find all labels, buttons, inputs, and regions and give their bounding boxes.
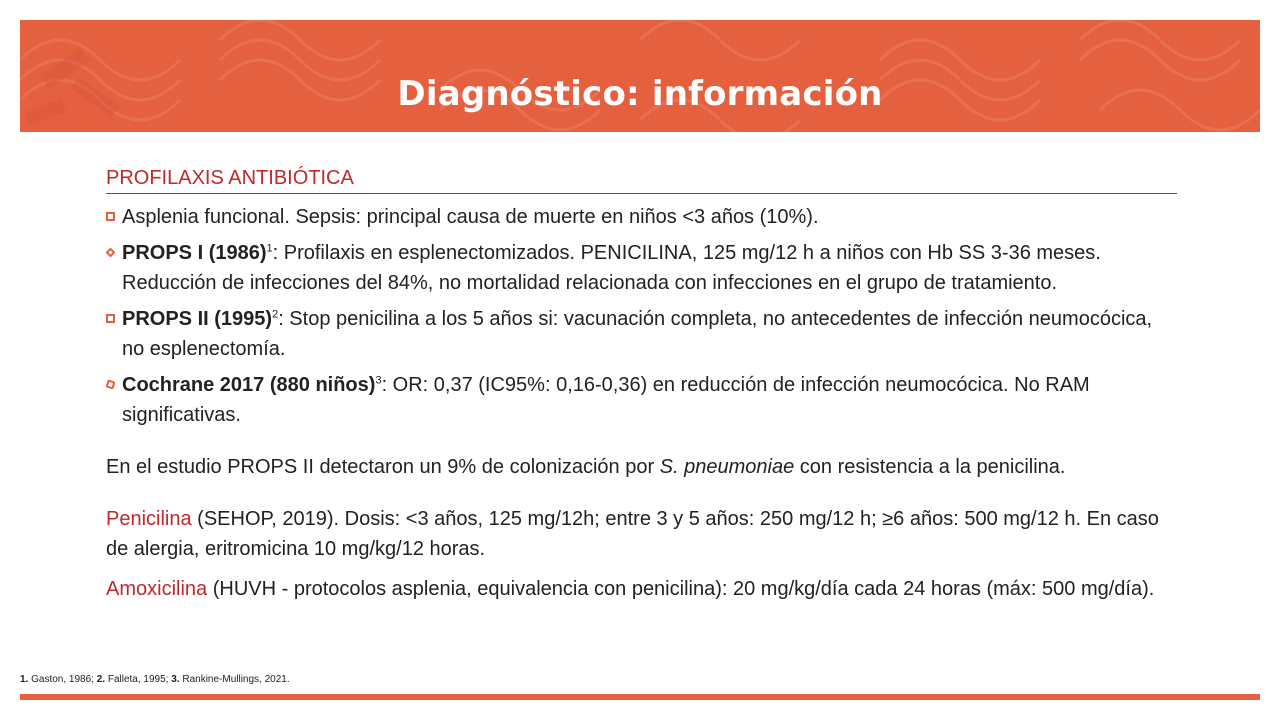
props-ii-note <box>106 452 1177 482</box>
reference-text: Gaston, 1986; <box>28 674 97 685</box>
bullet-text: : Stop penicilina a los 5 años si: vacunación completa, no antecedentes de infección neumocócica, no esplenectomía. <box>122 308 1153 360</box>
bullet-text: : Profilaxis en esplenectomizados. PENICILINA, 125 mg/12 h a niños con Hb SS 3-36 meses. Reducción de infecciones del 84%, no mortalidad relacionada con infecciones en el grupo de tratamiento. <box>122 242 1101 294</box>
note-text: En el estudio PROPS II detectaron un 9% de colonización por <box>106 456 660 478</box>
penicilina-paragraph <box>106 504 1177 564</box>
references <box>20 674 290 685</box>
bullet-list <box>106 202 1177 430</box>
bullet-props-ii <box>106 304 1177 364</box>
slide-content <box>106 163 1177 604</box>
bullet-cochrane <box>106 370 1177 430</box>
diamond-bullet-icon <box>106 248 115 257</box>
bullet-bold: PROPS II (1995) <box>122 308 273 330</box>
reference-number: 2. <box>96 674 106 685</box>
note-italic: S. pneumoniae <box>659 456 795 478</box>
square-bullet-icon <box>106 314 115 323</box>
note-text-end: con resistencia a la penicilina. <box>794 456 1066 478</box>
bullet-asplenia <box>106 202 1177 232</box>
title-banner <box>20 20 1260 132</box>
reference-text: Rankine-Mullings, 2021. <box>179 674 290 685</box>
reference-sup: 2 <box>272 308 279 321</box>
penicilina-label: Penicilina <box>106 508 192 530</box>
reference-text: Falleta, 1995; <box>105 674 172 685</box>
bullet-bold: PROPS I (1986) <box>122 242 267 264</box>
footer-bar <box>20 694 1260 700</box>
penicilina-text: (SEHOP, 2019). Dosis: <3 años, 125 mg/12h; entre 3 y 5 años: 250 mg/12 h; ≥6 años: 500 mg/12 h. En caso de alergia, eritromicina 10 mg/kg/12 horas. <box>106 508 1159 560</box>
bullet-text: : OR: 0,37 (IC95%: 0,16-0,36) en reducción de infección neumocócica. No RAM significativas. <box>122 374 1090 426</box>
tilted-square-bullet-icon <box>106 380 115 389</box>
square-bullet-icon <box>106 212 115 221</box>
bullet-bold: Cochrane 2017 (880 niños) <box>122 374 376 396</box>
bullet-text: Asplenia funcional. Sepsis: principal causa de muerte en niños <3 años (10%). <box>122 206 819 228</box>
amoxicilina-label: Amoxicilina <box>106 578 208 600</box>
amoxicilina-paragraph <box>106 574 1177 604</box>
reference-number: 3. <box>171 674 180 685</box>
reference-number: 1. <box>20 674 29 685</box>
amoxicilina-text: (HUVH - protocolos asplenia, equivalencia con penicilina): 20 mg/kg/día cada 24 horas (máx: 500 mg/día). <box>207 578 1155 600</box>
page-title: Diagnóstico: información <box>397 74 883 114</box>
section-title: PROFILAXIS ANTIBIÓTICA <box>106 163 1177 194</box>
reference-sup: 1 <box>266 242 273 255</box>
reference-sup: 3 <box>375 374 382 387</box>
bullet-props-i <box>106 238 1177 298</box>
